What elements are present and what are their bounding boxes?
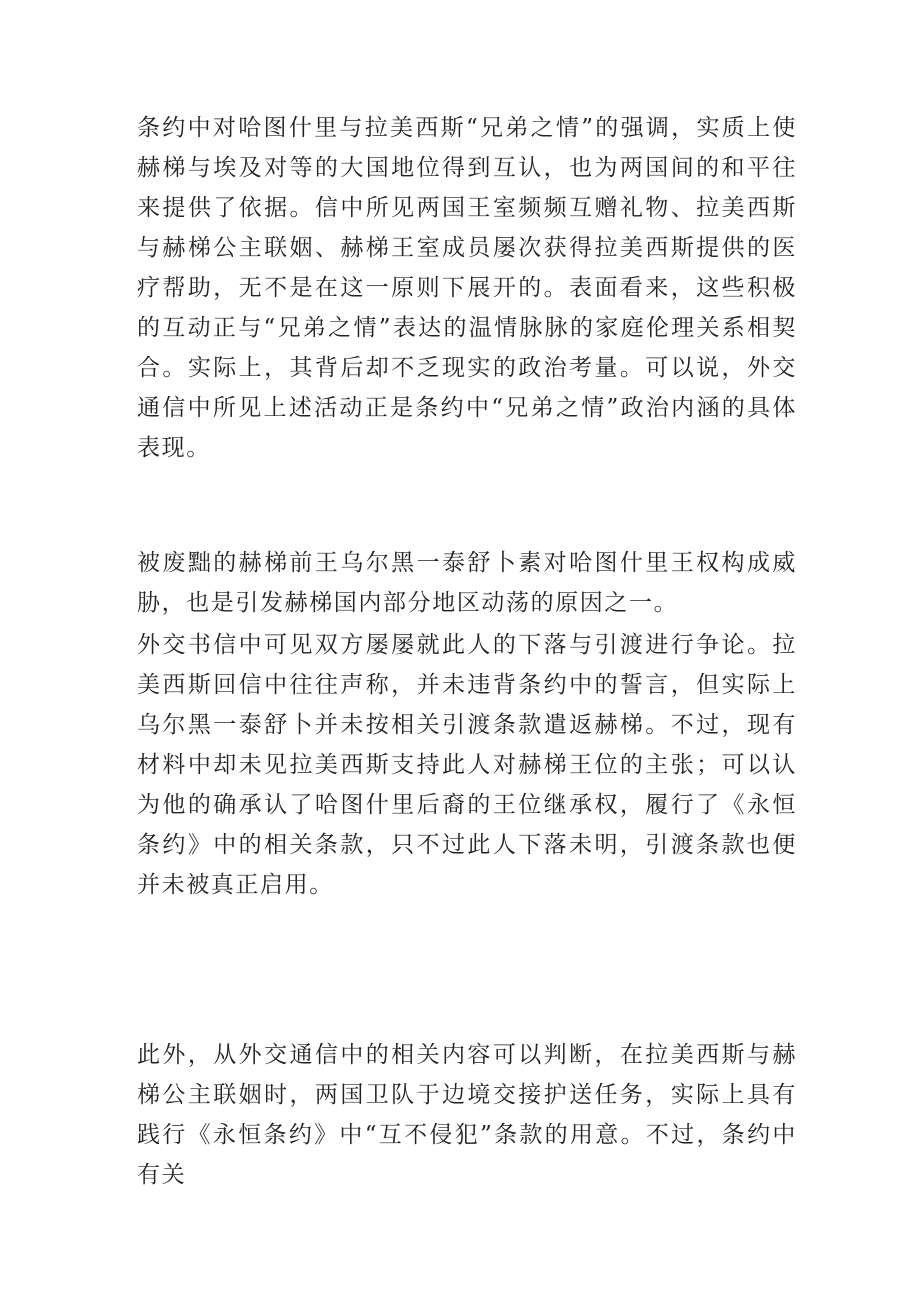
paragraph-4: 此外，从外交通信中的相关内容可以判断，在拉美西斯与赫梯公主联姻时，两国卫队于边境交接护送任务，实际上具有践行《永恒条约》中“互不侵犯”条款的用意。不过，条约中有关 (137, 1042, 797, 1188)
paragraph-3: 外交书信中可见双方屡屡就此人的下落与引渡进行争论。拉美西斯回信中往往声称，并未违背条约中的誓言，但实际上乌尔黑一泰舒卜并未按相关引渡条款遣返赫梯。不过，现有材料中却未见拉美西斯支持此人对赫梯王位的主张；可以认为他的确承认了哈图什里后裔的王位继承权，履行了《永恒条约》中的相关条款，只不过此人下落未明，引渡条款也便并未被真正启用。 (137, 632, 797, 898)
paragraph-1: 条约中对哈图什里与拉美西斯“兄弟之情”的强调，实质上使赫梯与埃及对等的大国地位得到互认，也为两国间的和平往来提供了依据。信中所见两国王室频频互赠礼物、拉美西斯与赫梯公主联姻、赫梯王室成员屡次获得拉美西斯提供的医疗帮助，无不是在这一原则下展开的。表面看来，这些积极的互动正与“兄弟之情”表达的温情脉脉的家庭伦理关系相契合。实际上，其背后却不乏现实的政治考量。可以说，外交通信中所见上述活动正是条约中“兄弟之情”政治内涵的具体表现。 (137, 115, 797, 461)
paragraph-2: 被废黜的赫梯前王乌尔黑一泰舒卜素对哈图什里王权构成威胁，也是引发赫梯国内部分地区动荡的原因之一。 (137, 550, 797, 616)
